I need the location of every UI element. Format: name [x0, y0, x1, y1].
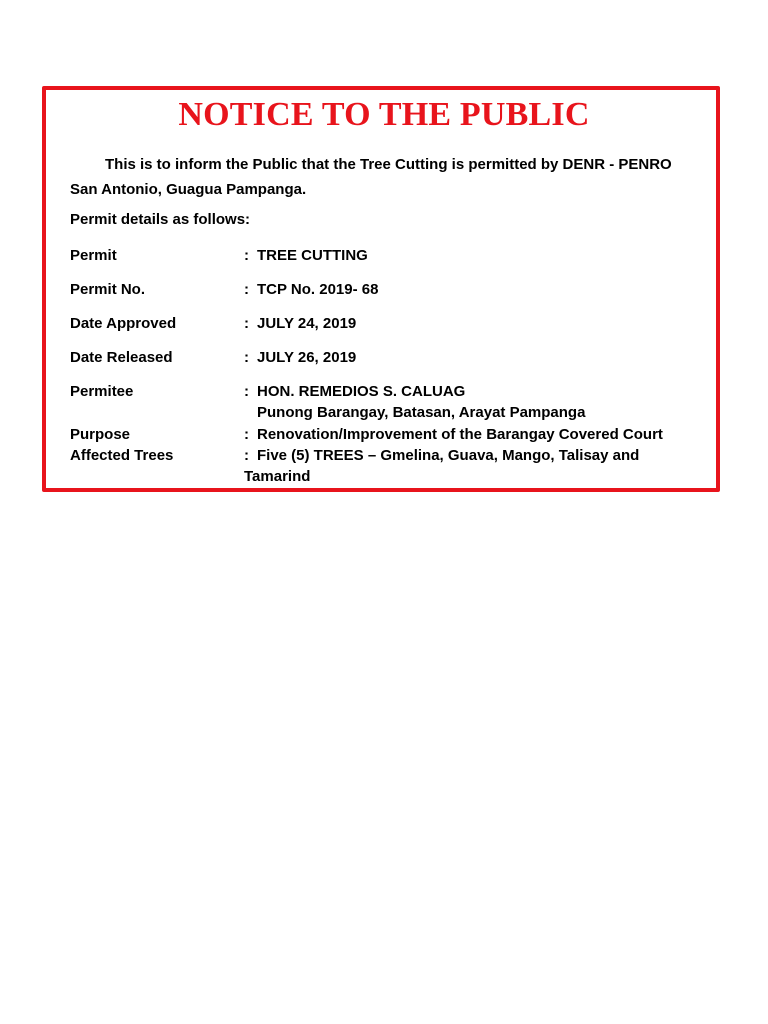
detail-value: HON. REMEDIOS S. CALUAG: [257, 383, 466, 400]
detail-label: Permit No.: [70, 281, 146, 298]
intro-line-1: This is to inform the Public that the Tree Cutting is permitted by DENR - PENRO: [105, 156, 672, 173]
detail-value: JULY 26, 2019: [257, 349, 357, 366]
details-heading: Permit details as follows:: [70, 211, 251, 228]
detail-label: Purpose: [70, 426, 131, 443]
detail-colon: :: [244, 315, 249, 332]
detail-colon: :: [244, 447, 249, 464]
detail-label: Permit: [70, 247, 117, 264]
detail-label: Permitee: [70, 383, 134, 400]
detail-value: TREE CUTTING: [257, 247, 368, 264]
detail-value: TCP No. 2019- 68: [257, 281, 379, 298]
detail-label: Date Approved: [70, 315, 177, 332]
detail-value: Renovation/Improvement of the Barangay Covered Court: [257, 426, 663, 443]
notice-title: NOTICE TO THE PUBLIC: [178, 96, 590, 133]
detail-label: Affected Trees: [70, 447, 174, 464]
intro-line-2: San Antonio, Guagua Pampanga.: [70, 181, 307, 198]
detail-label: Date Released: [70, 349, 173, 366]
detail-value-line-2: Tamarind: [244, 468, 311, 485]
detail-colon: :: [244, 383, 249, 400]
detail-colon: :: [244, 247, 249, 264]
detail-value: Five (5) TREES – Gmelina, Guava, Mango, Talisay and: [257, 447, 640, 464]
intro-paragraph: [70, 152, 690, 202]
detail-colon: :: [244, 349, 249, 366]
detail-colon: :: [244, 281, 249, 298]
detail-value: JULY 24, 2019: [257, 315, 357, 332]
detail-value-line-2: Punong Barangay, Batasan, Arayat Pampanga: [257, 404, 586, 421]
detail-colon: :: [244, 426, 249, 443]
